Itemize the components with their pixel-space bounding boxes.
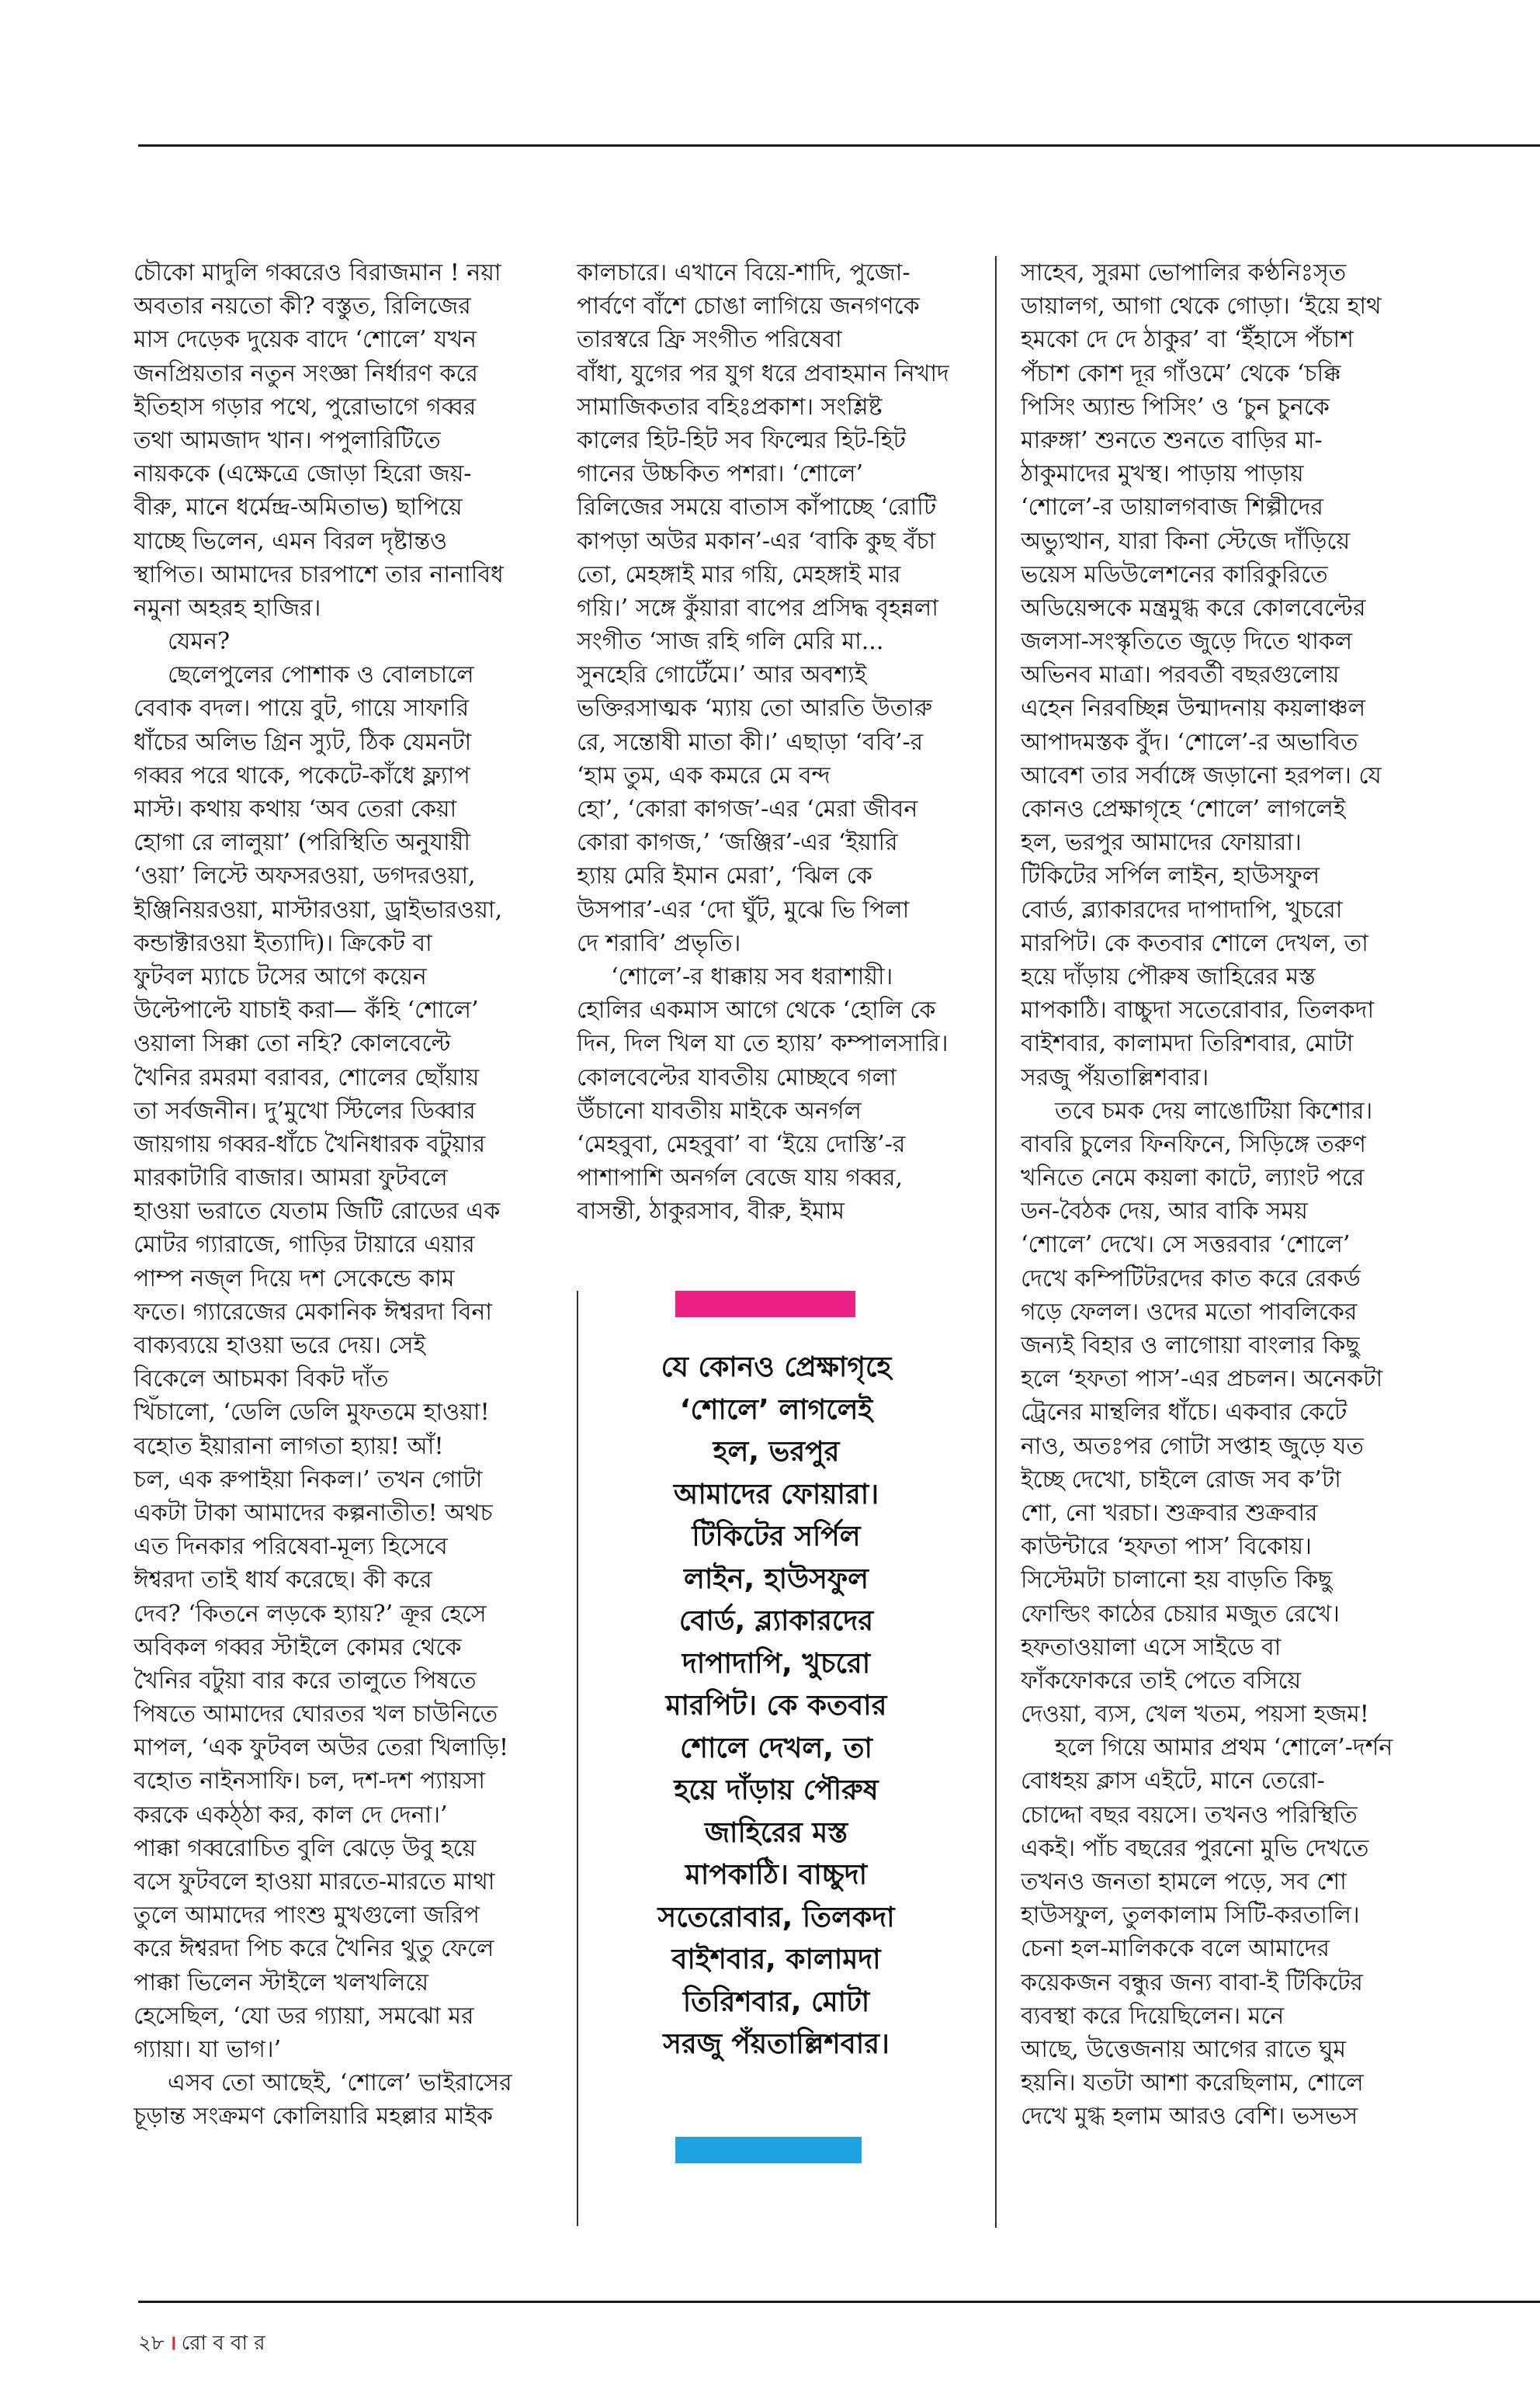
text-line: সুনহেরি গোটেঁমে।’ আর অবশ্যই — [577, 661, 867, 689]
page-number: ২৮ — [138, 2332, 165, 2355]
text-line: তবে চমক দেয় লাঙোটিয়া কিশোর। — [1055, 1097, 1373, 1125]
text-line: চূড়ান্ত সংক্রমণ কোলিয়ারি মহল্লার মাইক — [134, 2103, 493, 2131]
text-line: চোদ্দো বছর বয়সে। তখনও পরিস্থিতি — [1021, 1801, 1358, 1829]
text-line: ভক্তিরসাত্মক ‘ম্যায় তো আরতি উতারু — [577, 695, 932, 723]
text-line: ধাঁচের অলিভ গ্রিন স্যুট, ঠিক যেমনটা — [134, 728, 472, 756]
text-line: বাক্যব্যয়ে হাওয়া ভরে দেয়। সেই — [134, 1332, 426, 1359]
text-line: হলে গিয়ে আমার প্রথম ‘শোলে’-দর্শন — [1055, 1734, 1393, 1762]
text-line: এত দিনকার পরিষেবা-মূল্য হিসেবে — [134, 1533, 448, 1561]
top-rule — [138, 144, 1540, 147]
text-line: ‘শোলে’-র ধাক্কায় সব ধরাশায়ী। — [611, 962, 893, 990]
pull-quote-line: আমাদের ফোয়ারা। — [673, 1478, 879, 1510]
text-line: জায়গায় গব্বর-ধাঁচে খৈনিধারক বটুয়ার — [134, 1130, 486, 1158]
text-line: আবেশ তার সর্বাঙ্গে জড়ানো হরপল। যে — [1021, 761, 1382, 789]
bottom-rule — [138, 2301, 1540, 2303]
text-line: করে ঈশ্বরদা পিচ করে খৈনির থুতু ফেলে — [134, 1935, 494, 1963]
text-line: মোটর গ্যারাজে, গাড়ির টায়ারে এয়ার — [134, 1231, 475, 1259]
text-line: তারস্বরে ফ্রি সংগীত পরিষেবা — [577, 326, 842, 354]
text-line: কোরা কাগজ,’ ‘জঞ্জির’-এর ‘ইয়ারি — [577, 829, 898, 857]
text-line: পার্বণে বাঁশে চোঙা লাগিয়ে জনগণকে — [577, 293, 920, 321]
pull-quote-line: সরজু পঁয়তাল্লিশবার। — [663, 2028, 890, 2060]
text-line: হাউসফুল, তুলকালাম সিটি-করতালি। — [1021, 1902, 1360, 1930]
text-line: ‘মেহবুবা, মেহবুবা’ বা ‘ইয়ে দোস্তি’-র — [577, 1130, 906, 1158]
text-line: বহোত ইয়ারানা লাগতা হ্যায়! আঁ! — [134, 1432, 444, 1460]
text-line: একই। পাঁচ বছরের পুরনো মুভি দেখতে — [1021, 1834, 1369, 1862]
text-line: তখনও জনতা হামলে পড়ে, সব শো — [1021, 1868, 1347, 1895]
text-line: কালচারে। এখানে বিয়ে-শাদি, পুজো- — [577, 259, 910, 286]
text-line: হেসেছিল, ‘যো ডর গ্যায়া, সমঝো মর — [134, 2002, 474, 2030]
text-line: চল, এক রুপাইয়া নিকল।’ তখন গোটা — [134, 1465, 483, 1493]
text-line: খিঁচালো, ‘ডেলি ডেলি মুফতমে হাওয়া! — [134, 1399, 490, 1427]
text-line: হল, ভরপুর আমাদের ফোয়ারা। — [1021, 829, 1302, 857]
text-line: পিসিং অ্যান্ড পিসিং’ ও ‘চুন চুনকে — [1021, 393, 1330, 421]
text-line: মাস দেড়েক দুয়েক বাদে ‘শোলে’ যখন — [134, 326, 477, 354]
magazine-section-name: রো ব বা র — [181, 2332, 265, 2355]
text-line: হোলির একমাস আগে থেকে ‘হোলি কে — [577, 997, 936, 1025]
text-line: বোধহয় ক্লাস এইটে, মানে তেরো- — [1021, 1767, 1325, 1795]
text-line: দেখে মুগ্ধ হলাম আরও বেশি। ভসভস — [1021, 2103, 1358, 2131]
pull-quote-line: হল, ভরপুর — [713, 1436, 840, 1468]
text-line: কালের হিট-হিট সব ফিল্মের হিট-হিট — [577, 426, 906, 454]
pull-quote-line: বাইশবার, কালামদা — [671, 1944, 881, 1975]
pull-quote-line: তিরিশবার, মোটা — [682, 1985, 870, 2018]
text-line: তো, মেহঙ্গাই মার গয়ি, মেহঙ্গাই মার — [577, 560, 901, 588]
text-line: ছেলেপুলের পোশাক ও বোলচালে — [168, 661, 474, 689]
pull-quote-line: বোর্ড, ব্ল্যাকারদের — [678, 1605, 874, 1637]
text-line: মাপল, ‘এক ফুটবল অউর তেরা খিলাড়ি! — [134, 1734, 509, 1762]
text-line: বাঁধা, যুগের পর যুগ ধরে প্রবাহমান নিখাদ — [577, 359, 949, 387]
text-line: কন্ডাক্টারওয়া ইত্যাদি)। ক্রিকেট বা — [134, 929, 432, 957]
pull-quote-bottom-bar — [675, 2137, 862, 2163]
text-line: ‘শোলে’-র ডায়ালগবাজ শিল্পীদের — [1021, 494, 1323, 522]
article-column-3 — [1021, 256, 1424, 2134]
text-line: করকে একঠ্‌ঠা কর, কাল দে দেনা।’ — [134, 1801, 448, 1829]
text-line: অভ্যুত্থান, যারা কিনা স্টেজে দাঁড়িয়ে — [1021, 527, 1351, 555]
text-line: কোলবেল্টের যাবতীয় মোচ্ছবে গলা — [577, 1063, 897, 1091]
text-line: বোর্ড, ব্ল্যাকারদের দাপাদাপি, খুচরো — [1021, 896, 1343, 924]
text-line: স্থাপিত। আমাদের চারপাশে তার নানাবিধ — [134, 560, 504, 588]
folio-separator: । — [168, 2332, 177, 2355]
text-line: হমকো দে দে ঠাকুর’ বা ‘ইঁহাসে পঁচাশ — [1021, 326, 1354, 354]
text-line: পাশাপাশি অনর্গল বেজে যায় গব্বর, — [577, 1164, 904, 1192]
text-line: কাপড়া অউর মকান’-এর ‘বাকি কুছ বঁচা — [577, 527, 936, 555]
text-line: অবতার নয়তো কী? বস্তুত, রিলিজের — [134, 293, 471, 321]
text-line: বাসন্তী, ঠাকুরসাব, বীরু, ইমাম — [577, 1198, 845, 1226]
text-line: নমুনা অহরহ হাজির। — [134, 594, 321, 622]
pull-quote-line: দাপাদাপি, খুচরো — [682, 1647, 871, 1680]
text-line: দিন, দিল খিল যা তে হ্যায়’ কম্পালসারি। — [577, 1030, 949, 1058]
text-line: হফতাওয়ালা এসে সাইডে বা — [1021, 1633, 1282, 1661]
text-line: দেওয়া, ব্যস, খেল খতম, পয়সা হজম! — [1021, 1701, 1369, 1729]
text-line: মারুঙ্গা’ শুনতে শুনতে বাড়ির মা- — [1021, 426, 1323, 454]
text-line: ওয়ালা সিক্কা তো নহি? কোলবেল্টে — [134, 1030, 451, 1058]
text-line: রিলিজের সময়ে বাতাস কাঁপাচ্ছে ‘রোটি — [577, 494, 937, 522]
text-line: আপাদমস্তক বুঁদ। ‘শোলে’-র অভাবিত — [1021, 728, 1358, 756]
text-line: যাচ্ছে ভিলেন, এমন বিরল দৃষ্টান্তও — [134, 527, 448, 555]
column-divider-1 — [577, 1291, 578, 2226]
text-line: ঠাকুমাদের মুখস্থ। পাড়ায় পাড়ায় — [1021, 460, 1304, 488]
text-line: বীরু, মানে ধর্মেন্দ্র-অমিতাভ) ছাপিয়ে — [134, 494, 463, 522]
text-line: ডায়ালগ, আগা থেকে গোড়া। ‘ইয়ে হাথ — [1021, 293, 1382, 321]
text-line: জনপ্রিয়তার নতুন সংজ্ঞা নির্ধারণ করে — [134, 359, 478, 387]
pull-quote-top-bar — [675, 1291, 855, 1317]
text-line: ‘ওয়া’ লিস্টে অফসরওয়া, ডগদরওয়া, — [134, 862, 476, 890]
text-line: হো’, ‘কোরা কাগজ’-এর ‘মেরা জীবন — [577, 796, 918, 823]
text-line: সিস্টেমটা চালানো হয় বাড়তি কিছু — [1021, 1566, 1333, 1594]
pull-quote-line: সতেরোবার, তিলকদা — [657, 1901, 895, 1933]
text-line: জন্যই বিহার ও লাগোয়া বাংলার কিছু — [1021, 1332, 1360, 1359]
text-line: ফাঁকফোকরে তাই পেতে বসিয়ে — [1021, 1666, 1302, 1694]
text-line: অবিকল গব্বর স্টাইলে কোমর থেকে — [134, 1633, 462, 1661]
text-line: পিষতে আমাদের ঘোরতর খল চাউনিতে — [134, 1701, 498, 1729]
text-line: নাও, অতঃপর গোটা সপ্তাহ জুড়ে যত — [1021, 1432, 1364, 1460]
pull-quote-line: ‘শোলে’ লাগলেই — [679, 1393, 873, 1426]
text-line: কাউন্টারে ‘হফতা পাস’ বিকোয়। — [1021, 1533, 1312, 1561]
pull-quote-line: মারপিট। কে কতবার — [665, 1690, 887, 1722]
text-line: ‘হাম তুম, এক কমরে মে বন্দ — [577, 761, 831, 789]
text-line: কয়েকজন বন্ধুর জন্য বাবা-ই টিকিটের — [1021, 1968, 1363, 1996]
text-line: দেখে কম্পিটিটরদের কাত করে রেকর্ড — [1021, 1264, 1361, 1292]
text-line: দে শরাবি’ প্রভৃতি। — [577, 929, 741, 957]
text-line: ডন-বৈঠক দেয়, আর বাকি সময় — [1021, 1198, 1308, 1226]
text-line: অডিয়েন্সকে মন্ত্রমুগ্ধ করে কোলবেল্টের — [1021, 594, 1366, 622]
text-line: গ্যায়া। যা ভাগ।’ — [134, 2035, 282, 2063]
text-line: হোগা রে লালুয়া’ (পরিস্থিতি অনুযায়ী — [134, 829, 470, 857]
text-line: ইঞ্জিনিয়রওয়া, মাস্টারওয়া, ড্রাইভারওয়া, — [134, 896, 503, 924]
column-divider-2 — [995, 256, 997, 2228]
text-line: শো, নো খরচা। শুক্রবার শুক্রবার — [1021, 1499, 1318, 1527]
text-line: খনিতে নেমে কয়লা কাটে, ল্যাংট পরে — [1021, 1164, 1365, 1192]
text-line: ভয়েস মডিউলেশনের কারিকুরিতে — [1021, 560, 1328, 588]
text-line: টিকিটের সর্পিল লাইন, হাউসফুল — [1021, 862, 1320, 890]
text-line: যেমন? — [168, 628, 231, 656]
text-line: ফোল্ডিং কাঠের চেয়ার মজুত রেখে। — [1021, 1600, 1340, 1628]
text-line: বসে ফুটবলে হাওয়া মারতে-মারতে মাথা — [134, 1868, 495, 1895]
text-line: তথা আমজাদ খান। পপুলারিটিতে — [134, 426, 441, 454]
text-line: দেব? ‘কিতনে লড়কে হ্যায়?’ ক্রূর হেসে — [134, 1600, 487, 1628]
text-line: নায়ককে (এক্ষেত্রে জোড়া হিরো জয়- — [134, 460, 472, 488]
text-line: তুলে আমাদের পাংশু মুখগুলো জরিপ — [134, 1902, 480, 1930]
text-line: পঁচাশ কোশ দূর গাঁওমে’ থেকে ‘চক্কি — [1021, 359, 1341, 387]
text-line: ব্যবস্থা করে দিয়েছিলেন। মনে — [1021, 2002, 1285, 2030]
text-line: ইতিহাস গড়ার পথে, পুরোভাগে গব্বর — [134, 393, 477, 421]
text-line: সংগীত ‘সাজ রহি গলি মেরি মা... — [577, 628, 884, 656]
pull-quote-line: লাইন, হাউসফুল — [684, 1562, 869, 1595]
pull-quote — [590, 1347, 962, 2066]
text-line: খৈনির বটুয়া বার করে তালুতে পিষতে — [134, 1666, 477, 1694]
text-line: বাবরি চুলের ফিনফিনে, সিড়িঙ্গে তরুণ — [1021, 1130, 1366, 1158]
text-line: হাওয়া ভরাতে যেতাম জিটি রোডের এক — [134, 1198, 501, 1226]
text-line: অভিনব মাত্রা। পরবর্তী বছরগুলোয় — [1021, 661, 1340, 689]
text-line: এহেন নিরবচ্ছিন্ন উন্মাদনায় কয়লাঞ্চল — [1021, 695, 1366, 723]
text-line: হয়ে দাঁড়ায় পৌরুষ জাহিরের মস্ত — [1021, 962, 1316, 990]
article-column-1 — [134, 256, 537, 2134]
pull-quote-line: যে কোনও প্রেক্ষাগৃহে — [661, 1351, 892, 1383]
text-line: বিকেলে আচমকা বিকট দাঁত — [134, 1365, 389, 1393]
pull-quote-line: টিকিটের সর্পিল — [692, 1521, 861, 1552]
text-line: বহোত নাইনসাফি। চল, দশ-দশ প্যায়সা — [134, 1767, 485, 1795]
text-line: ‘শোলে’ দেখে। সে সত্তরবার ‘শোলে’ — [1021, 1231, 1351, 1259]
pull-quote-line: মাপকাঠি। বাচ্চুদা — [685, 1859, 868, 1891]
text-line: হয়নি। যতটা আশা করেছিলাম, শোলে — [1021, 2069, 1364, 2097]
text-line: বেবাক বদল। পায়ে বুট, গায়ে সাফারি — [134, 695, 470, 723]
text-line: গয়ি।’ সঙ্গে কুঁয়ারা বাপের প্রসিদ্ধ বৃহন্নলা — [577, 594, 938, 622]
article-column-2 — [577, 256, 980, 1228]
text-line: সামাজিকতার বহিঃপ্রকাশ। সংশ্লিষ্ট — [577, 393, 883, 421]
text-line: উসপার’-এর ‘দো ঘুঁট, মুঝে ভি পিলা — [577, 896, 910, 924]
text-line: হ্যায় মেরি ইমান মেরা’, ‘ঝিল কে — [577, 862, 872, 890]
pull-quote-line: হয়ে দাঁড়ায় পৌরুষ — [674, 1774, 879, 1806]
text-line: উঁচানো যাবতীয় মাইকে অনর্গল — [577, 1097, 862, 1125]
text-line: এসব তো আছেই, ‘শোলে’ ভাইরাসের — [168, 2069, 512, 2097]
text-line: আছে, উত্তেজনায় আগের রাতে ঘুম — [1021, 2035, 1347, 2063]
text-line: ইচ্ছে দেখো, চাইলে রোজ সব ক’টা — [1021, 1465, 1341, 1493]
text-line: ফুটবল ম্যাচে টসের আগে কয়েন — [134, 962, 427, 990]
text-line: পাম্প নজ্‌ল দিয়ে দশ সেকেন্ডে কাম — [134, 1264, 455, 1292]
text-line: চেনা হল-মালিককে বলে আমাদের — [1021, 1935, 1330, 1963]
text-line: মাপকাঠি। বাচ্চুদা সতেরোবার, তিলকদা — [1021, 997, 1375, 1025]
text-line: উল্টেপাল্টে যাচাই করা— কঁহি ‘শোলে’ — [134, 997, 479, 1025]
page-folio — [138, 2327, 265, 2361]
text-line: একটা টাকা আমাদের কল্পনাতীত! অথচ — [134, 1499, 493, 1527]
text-line: পাক্কা ভিলেন স্টাইলে খলখলিয়ে — [134, 1968, 429, 1996]
text-line: খৈনির রমরমা বরাবর, শোলের ছোঁয়ায় — [134, 1063, 480, 1091]
text-line: গানের উচ্চকিত পশরা। ‘শোলে’ — [577, 460, 864, 488]
text-line: সাহেব, সুরমা ভোপালির কণ্ঠনিঃসৃত — [1021, 259, 1347, 286]
pull-quote-line: জাহিরের মস্ত — [704, 1816, 848, 1849]
text-line: মারকাটারি বাজার। আমরা ফুটবলে — [134, 1164, 448, 1192]
text-line: তা সর্বজনীন। দু’মুখো স্টিলের ডিব্বার — [134, 1097, 476, 1125]
text-line: গড়ে ফেলল। ওদের মতো পাবলিকের — [1021, 1298, 1358, 1326]
text-line: জলসা-সংস্কৃতিতে জুড়ে দিতে থাকল — [1021, 628, 1353, 656]
text-line: গব্বর পরে থাকে, পকেটে-কাঁধে ফ্ল্যাপ — [134, 761, 470, 789]
text-line: রে, সন্তোষী মাতা কী।’ এছাড়া ‘ববি’-র — [577, 728, 924, 756]
text-line: কোনও প্রেক্ষাগৃহে ‘শোলে’ লাগলেই — [1021, 796, 1346, 823]
text-line: হলে ‘হফতা পাস’-এর প্রচলন। অনেকটা — [1021, 1365, 1383, 1393]
text-line: ফতে। গ্যারেজের মেকানিক ঈশ্বরদা বিনা — [134, 1298, 492, 1326]
pull-quote-line: শোলে দেখল, তা — [680, 1732, 872, 1764]
text-line: বাইশবার, কালামদা তিরিশবার, মোটা — [1021, 1030, 1354, 1058]
text-line: ট্রেনের মান্থলির ধাঁচে। একবার কেটে — [1021, 1399, 1348, 1427]
text-line: সরজু পঁয়তাল্লিশবার। — [1021, 1063, 1209, 1091]
text-line: চৌকো মাদুলি গব্বরেও বিরাজমান ! নয়া — [134, 259, 501, 286]
text-line: ঈশ্বরদা তাই ধার্য করেছে। কী করে — [134, 1566, 432, 1594]
text-line: পাক্কা গব্বরোচিত বুলি ঝেড়ে উবু হয়ে — [134, 1834, 477, 1862]
text-line: মারপিট। কে কতবার শোলে দেখল, তা — [1021, 929, 1368, 957]
text-line: মাস্ট। কথায় কথায় ‘অব তেরা কেয়া — [134, 796, 457, 823]
